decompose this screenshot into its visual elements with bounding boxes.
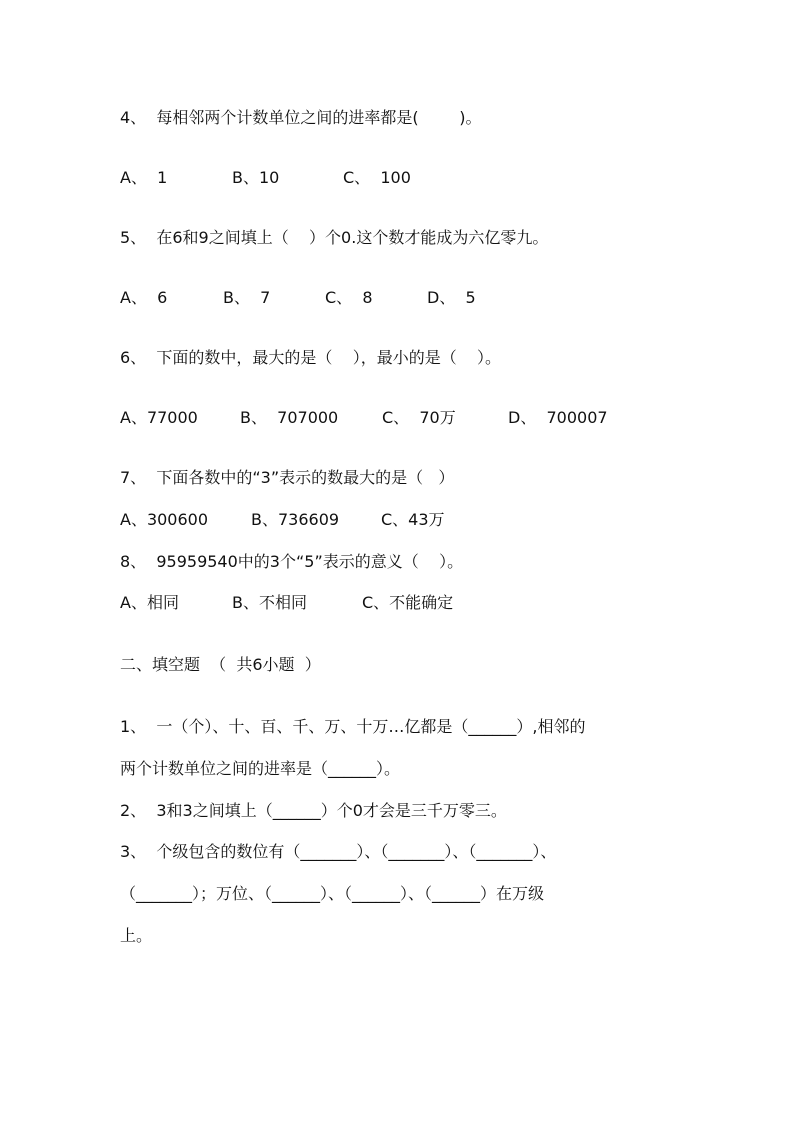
option-a: A、77000 [120, 408, 198, 427]
option-b: B、10 [232, 168, 280, 187]
question-8: 8、 95959540中的3个“5”表示的意义（ ）。 [120, 552, 464, 571]
fill-question-3-line-2: （_______）；万位、（______）、（______）、（______）在万级 [120, 884, 545, 903]
option-a: A、相同 [120, 593, 179, 612]
fill-question-3-line-1: 3、 个级包含的数位有（_______）、（_______）、（_______）、 [120, 842, 557, 861]
fill-question-1-line-1: 1、 一（个）、十、百、千、万、十万…亿都是（______）,相邻的 [120, 717, 586, 736]
option-a: A、 1 [120, 168, 168, 187]
option-c: C、 8 [325, 288, 373, 307]
option-b: B、 7 [223, 288, 271, 307]
question-6: 6、 下面的数中，最大的是（ ），最小的是（ ）。 [120, 348, 502, 367]
option-d: D、 5 [427, 288, 476, 307]
fill-question-1-line-2: 两个计数单位之间的进率是（______）。 [120, 759, 401, 778]
fill-question-3-line-3: 上。 [120, 926, 153, 945]
question-5: 5、 在6和9之间填上（ ）个0.这个数才能成为六亿零九。 [120, 228, 549, 247]
option-d: D、 700007 [508, 408, 608, 427]
option-c: C、43万 [381, 510, 445, 529]
option-c: C、 70万 [382, 408, 456, 427]
option-a: A、 6 [120, 288, 168, 307]
option-b: B、 707000 [240, 408, 339, 427]
option-c: C、 100 [343, 168, 411, 187]
question-7: 7、 下面各数中的“3”表示的数最大的是（ ） [120, 468, 455, 487]
fill-question-2: 2、 3和3之间填上（______）个0才会是三千万零三。 [120, 801, 507, 820]
question-4: 4、 每相邻两个计数单位之间的进率都是( )。 [120, 108, 482, 127]
option-b: B、736609 [251, 510, 340, 529]
option-a: A、300600 [120, 510, 209, 529]
option-c: C、不能确定 [362, 593, 454, 612]
section-heading: 二、填空题 （ 共6小题 ） [120, 655, 321, 674]
option-b: B、不相同 [232, 593, 307, 612]
